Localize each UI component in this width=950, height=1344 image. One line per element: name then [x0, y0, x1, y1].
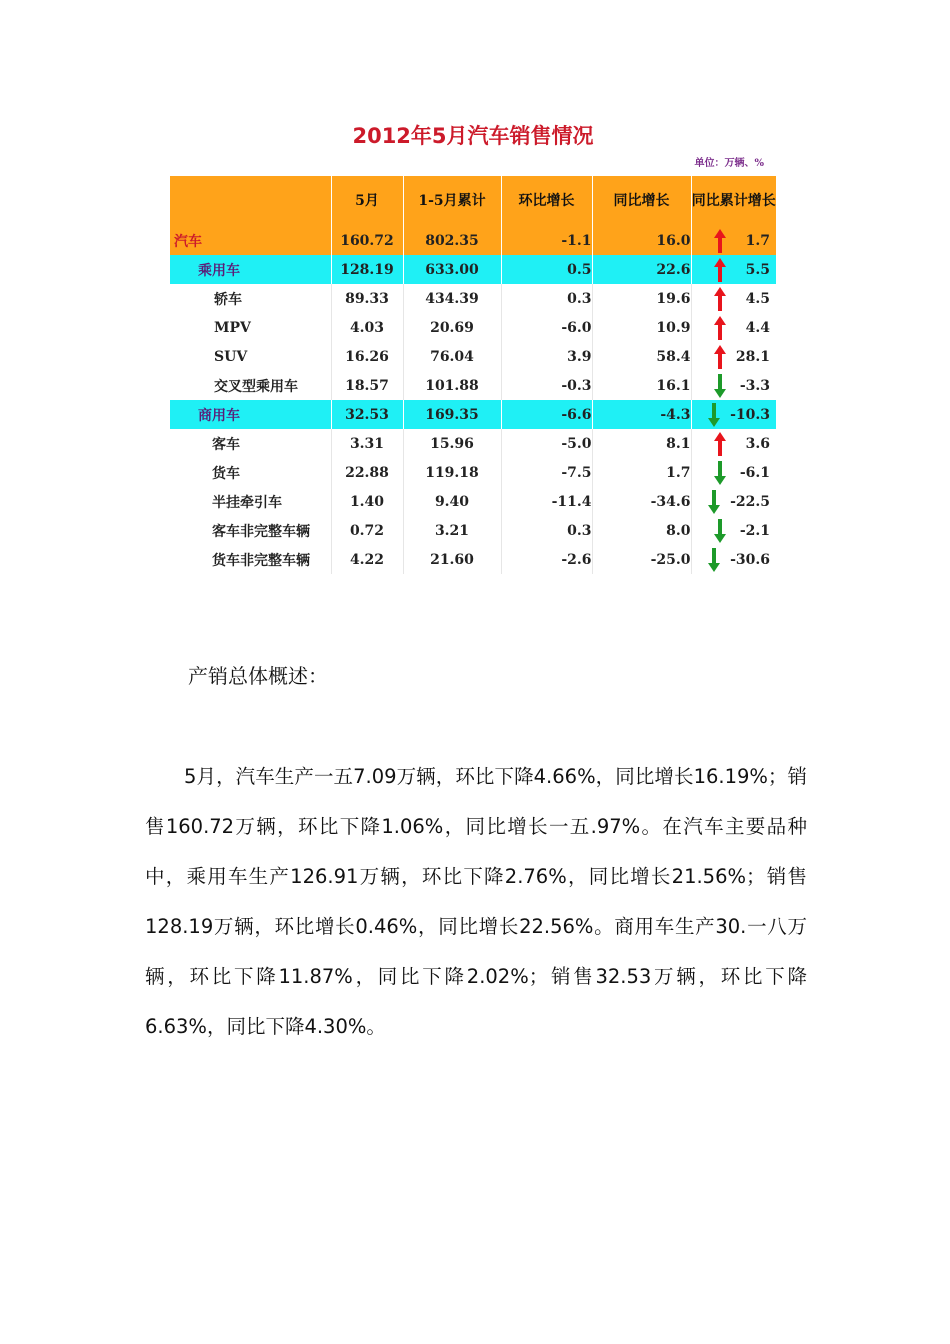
table-row	[170, 371, 776, 400]
row-name-cell: SUV	[170, 342, 331, 371]
cumulative-yoy-cell	[691, 429, 776, 458]
yoy-value-cell: 16.1	[592, 371, 691, 400]
row-name-cell: 汽车	[170, 226, 331, 255]
cumulative-yoy-cell	[691, 371, 776, 400]
cumulative-value-cell: 9.40	[403, 487, 501, 516]
arrow-up-icon	[714, 229, 726, 253]
yoy-value-cell: -34.6	[592, 487, 691, 516]
may-value-cell: 0.72	[331, 516, 403, 545]
may-value-cell: 89.33	[331, 284, 403, 313]
table-title: 2012年5月汽车销售情况	[352, 124, 594, 148]
yoy-value-cell: 8.0	[592, 516, 691, 545]
cumulative-value-cell: 3.21	[403, 516, 501, 545]
yoy-value-cell: 8.1	[592, 429, 691, 458]
arrow-up-icon	[714, 258, 726, 282]
mom-value-cell: -6.0	[501, 313, 592, 342]
may-value-cell: 18.57	[331, 371, 403, 400]
table-row	[170, 516, 776, 545]
unit-label: 单位：万辆、%	[694, 158, 764, 169]
cumulative-yoy-value: 4.5	[745, 290, 770, 307]
sales-table	[170, 176, 776, 574]
table-row	[170, 400, 776, 429]
cumulative-yoy-value: -30.6	[730, 551, 770, 568]
cumulative-yoy-cell	[691, 545, 776, 574]
yoy-value-cell: -25.0	[592, 545, 691, 574]
mom-value-cell: 0.3	[501, 284, 592, 313]
arrow-down-icon	[708, 548, 720, 572]
row-name-cell: 轿车	[170, 284, 331, 313]
cumulative-value-cell: 434.39	[403, 284, 501, 313]
cumulative-yoy-value: -22.5	[730, 493, 770, 510]
may-value-cell: 4.03	[331, 313, 403, 342]
header-cell-cumulative: 1-5月累计	[403, 176, 501, 226]
arrow-up-icon	[714, 345, 726, 369]
mom-value-cell: -5.0	[501, 429, 592, 458]
cumulative-value-cell: 20.69	[403, 313, 501, 342]
row-name-cell: 客车	[170, 429, 331, 458]
cumulative-yoy-cell	[691, 458, 776, 487]
row-name-cell: 乘用车	[170, 255, 331, 284]
table-row	[170, 458, 776, 487]
may-value-cell: 32.53	[331, 400, 403, 429]
row-name-cell: 商用车	[170, 400, 331, 429]
table-row	[170, 313, 776, 342]
mom-value-cell: -1.1	[501, 226, 592, 255]
cumulative-yoy-value: 1.7	[745, 232, 770, 249]
cumulative-value-cell: 633.00	[403, 255, 501, 284]
mom-value-cell: -0.3	[501, 371, 592, 400]
row-name-cell: 货车	[170, 458, 331, 487]
header-cell-yoy: 同比增长	[592, 176, 691, 226]
arrow-down-icon	[714, 519, 726, 543]
yoy-value-cell: 16.0	[592, 226, 691, 255]
cumulative-yoy-value: 5.5	[745, 261, 770, 278]
table-row	[170, 342, 776, 371]
yoy-value-cell: 10.9	[592, 313, 691, 342]
cumulative-yoy-cell	[691, 255, 776, 284]
arrow-up-icon	[714, 287, 726, 311]
overview-heading: 产销总体概述：	[188, 664, 328, 688]
cumulative-value-cell: 169.35	[403, 400, 501, 429]
yoy-value-cell: -4.3	[592, 400, 691, 429]
may-value-cell: 22.88	[331, 458, 403, 487]
arrow-down-icon	[714, 374, 726, 398]
cumulative-yoy-cell	[691, 284, 776, 313]
row-name-cell: 半挂牵引车	[170, 487, 331, 516]
cumulative-value-cell: 76.04	[403, 342, 501, 371]
cumulative-yoy-cell	[691, 226, 776, 255]
mom-value-cell: -6.6	[501, 400, 592, 429]
yoy-value-cell: 1.7	[592, 458, 691, 487]
cumulative-value-cell: 101.88	[403, 371, 501, 400]
row-name-cell: 货车非完整车辆	[170, 545, 331, 574]
overview-paragraph: 5月，汽车生产一五7.09万辆，环比下降4.66%，同比增长16.19%；销售160.72万辆，环比下降1.06%，同比增长一五.97%。在汽车主要品种中，乘用车生产126.91万辆，环比下降2.76%，同比增长21.56%；销售128.19万辆，环比增长0.46%，同比增长22.56%。商用车生产30.一八万辆，环比下降11.87%，同比下降2.02%；销售32.53万辆，环比下降6.63%，同比下降4.30%。	[145, 765, 807, 1038]
cumulative-yoy-value: 4.4	[745, 319, 770, 336]
cumulative-yoy-cell	[691, 400, 776, 429]
may-value-cell: 3.31	[331, 429, 403, 458]
header-cell-mom: 环比增长	[501, 176, 592, 226]
cumulative-value-cell: 802.35	[403, 226, 501, 255]
table-row	[170, 545, 776, 574]
row-name-cell: 交叉型乘用车	[170, 371, 331, 400]
arrow-down-icon	[714, 461, 726, 485]
cumulative-yoy-value: 3.6	[745, 435, 770, 452]
cumulative-yoy-value: 28.1	[735, 348, 770, 365]
table-header-row	[170, 176, 776, 226]
mom-value-cell: 3.9	[501, 342, 592, 371]
table-row	[170, 284, 776, 313]
header-cell-blank	[170, 176, 331, 226]
cumulative-yoy-value: -10.3	[730, 406, 770, 423]
may-value-cell: 128.19	[331, 255, 403, 284]
may-value-cell: 160.72	[331, 226, 403, 255]
mom-value-cell: 0.3	[501, 516, 592, 545]
cumulative-yoy-value: -2.1	[739, 522, 770, 539]
may-value-cell: 4.22	[331, 545, 403, 574]
mom-value-cell: -2.6	[501, 545, 592, 574]
row-name-cell: MPV	[170, 313, 331, 342]
may-value-cell: 1.40	[331, 487, 403, 516]
cumulative-value-cell: 21.60	[403, 545, 501, 574]
row-name-cell: 客车非完整车辆	[170, 516, 331, 545]
cumulative-yoy-cell	[691, 516, 776, 545]
arrow-down-icon	[708, 403, 720, 427]
mom-value-cell: -7.5	[501, 458, 592, 487]
cumulative-yoy-cell	[691, 342, 776, 371]
cumulative-yoy-cell	[691, 313, 776, 342]
table-row	[170, 487, 776, 516]
mom-value-cell: -11.4	[501, 487, 592, 516]
cumulative-yoy-value: -3.3	[739, 377, 770, 394]
yoy-value-cell: 19.6	[592, 284, 691, 313]
cumulative-yoy-cell	[691, 487, 776, 516]
arrow-up-icon	[714, 316, 726, 340]
cumulative-value-cell: 15.96	[403, 429, 501, 458]
yoy-value-cell: 58.4	[592, 342, 691, 371]
header-cell-cumulative-yoy: 同比累计增长	[691, 176, 776, 226]
cumulative-value-cell: 119.18	[403, 458, 501, 487]
header-cell-may: 5月	[331, 176, 403, 226]
arrow-down-icon	[708, 490, 720, 514]
arrow-up-icon	[714, 432, 726, 456]
cumulative-yoy-value: -6.1	[739, 464, 770, 481]
table-row	[170, 429, 776, 458]
yoy-value-cell: 22.6	[592, 255, 691, 284]
table-row	[170, 226, 776, 255]
mom-value-cell: 0.5	[501, 255, 592, 284]
may-value-cell: 16.26	[331, 342, 403, 371]
table-row	[170, 255, 776, 284]
